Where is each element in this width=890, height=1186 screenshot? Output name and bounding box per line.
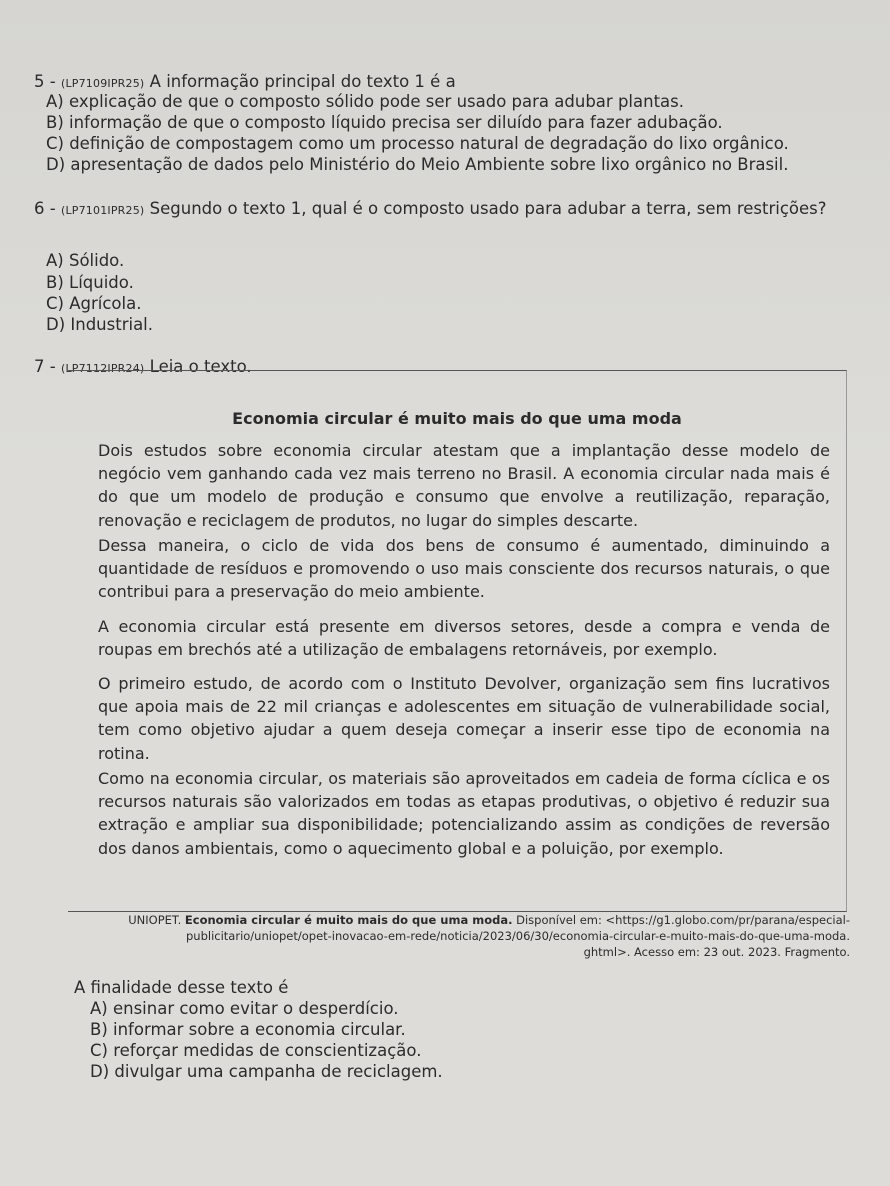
q7-question: A finalidade desse texto é xyxy=(74,978,289,997)
article-paragraph-5: Como na economia circular, os materiais são aproveitados em cadeia de forma cíclica e os recursos naturais são valorizados em todas as etapas produtivas, o objetivo é reduzir sua extração e ampliar sua disponibilidade; potencializando assim as condições de reversão dos danos ambientais, como o aquecimento global e a poluição, por exemplo. xyxy=(98,769,830,858)
q5-option-c: C) definição de compostagem como um processo natural de degradação do lixo orgânico. xyxy=(46,134,789,153)
q7-option-d: D) divulgar uma campanha de reciclagem. xyxy=(90,1062,443,1081)
article-box xyxy=(68,370,847,912)
q7-option-a: A) ensinar como evitar o desperdício. xyxy=(90,999,399,1018)
q6-option-b: B) Líquido. xyxy=(46,273,134,292)
q7-option-b: B) informar sobre a economia circular. xyxy=(90,1020,406,1039)
question-5-stem xyxy=(34,72,456,94)
article-paragraph-1: Dois estudos sobre economia circular atestam que a implantação desse modelo de negócio vem ganhando cada vez mais terreno no Brasil. A economia circular nada mais é do que um modelo de produção e consumo que envolve a reutilização, reparação, renovação e reciclagem de produtos, no lugar do simples descarte. xyxy=(98,441,830,530)
article-source xyxy=(128,912,850,960)
question-number: 5 - xyxy=(34,72,61,91)
question-text: A informação principal do texto 1 é a xyxy=(144,72,456,91)
article-title: Economia circular é muito mais do que uma moda xyxy=(232,409,682,428)
question-6-stem xyxy=(34,199,827,221)
question-text: Segundo o texto 1, qual é o composto usado para adubar a terra, sem restrições? xyxy=(144,199,827,218)
question-text: Leia o texto. xyxy=(144,357,252,376)
q5-option-b: B) informação de que o composto líquido precisa ser diluído para fazer adubação. xyxy=(46,113,723,132)
article-paragraph-2: Dessa maneira, o ciclo de vida dos bens de consumo é aumentado, diminuindo a quantidade de resíduos e promovendo o uso mais consciente dos recursos naturais, o que contribui para a preservação do meio ambiente. xyxy=(98,536,830,602)
question-number: 6 - xyxy=(34,199,61,218)
source-line-2: publicitario/uniopet/opet-inovacao-em-rede/noticia/2023/06/30/economia-circular-e-muito-mais-do-que-uma-moda. xyxy=(185,929,850,943)
question-code: (LP7112IPR24) xyxy=(60,362,145,375)
q6-option-a: A) Sólido. xyxy=(46,251,125,270)
q6-option-c: C) Agrícola. xyxy=(46,294,142,313)
source-line-1: UNIOPET. Economia circular é muito mais do que uma moda. Disponível em: <https://g1.globo.com/pr/parana/especial- xyxy=(128,913,850,927)
question-code: (LP7101IPR25) xyxy=(60,204,145,217)
article-paragraph-3: A economia circular está presente em diversos setores, desde a compra e venda de roupas em brechós até a utilização de embalagens retornáveis, por exemplo. xyxy=(98,617,830,660)
q7-option-c: C) reforçar medidas de conscientização. xyxy=(90,1041,422,1060)
source-line-3: ghtml>. Acesso em: 23 out. 2023. Fragmento. xyxy=(583,945,850,959)
question-number: 7 - xyxy=(34,357,61,376)
q6-option-d: D) Industrial. xyxy=(46,315,154,334)
q5-option-d: D) apresentação de dados pelo Ministério do Meio Ambiente sobre lixo orgânico no Brasil. xyxy=(46,155,789,174)
question-code: (LP7109IPR25) xyxy=(60,77,145,90)
q5-option-a: A) explicação de que o composto sólido pode ser usado para adubar plantas. xyxy=(46,92,684,111)
article-paragraph-4: O primeiro estudo, de acordo com o Instituto Devolver, organização sem fins lucrativos que apoia mais de 22 mil crianças e adolescentes em situação de vulnerabilidade social, tem como objetivo ajudar a quem deseja começar a inserir esse tipo de economia na rotina. xyxy=(98,674,830,763)
